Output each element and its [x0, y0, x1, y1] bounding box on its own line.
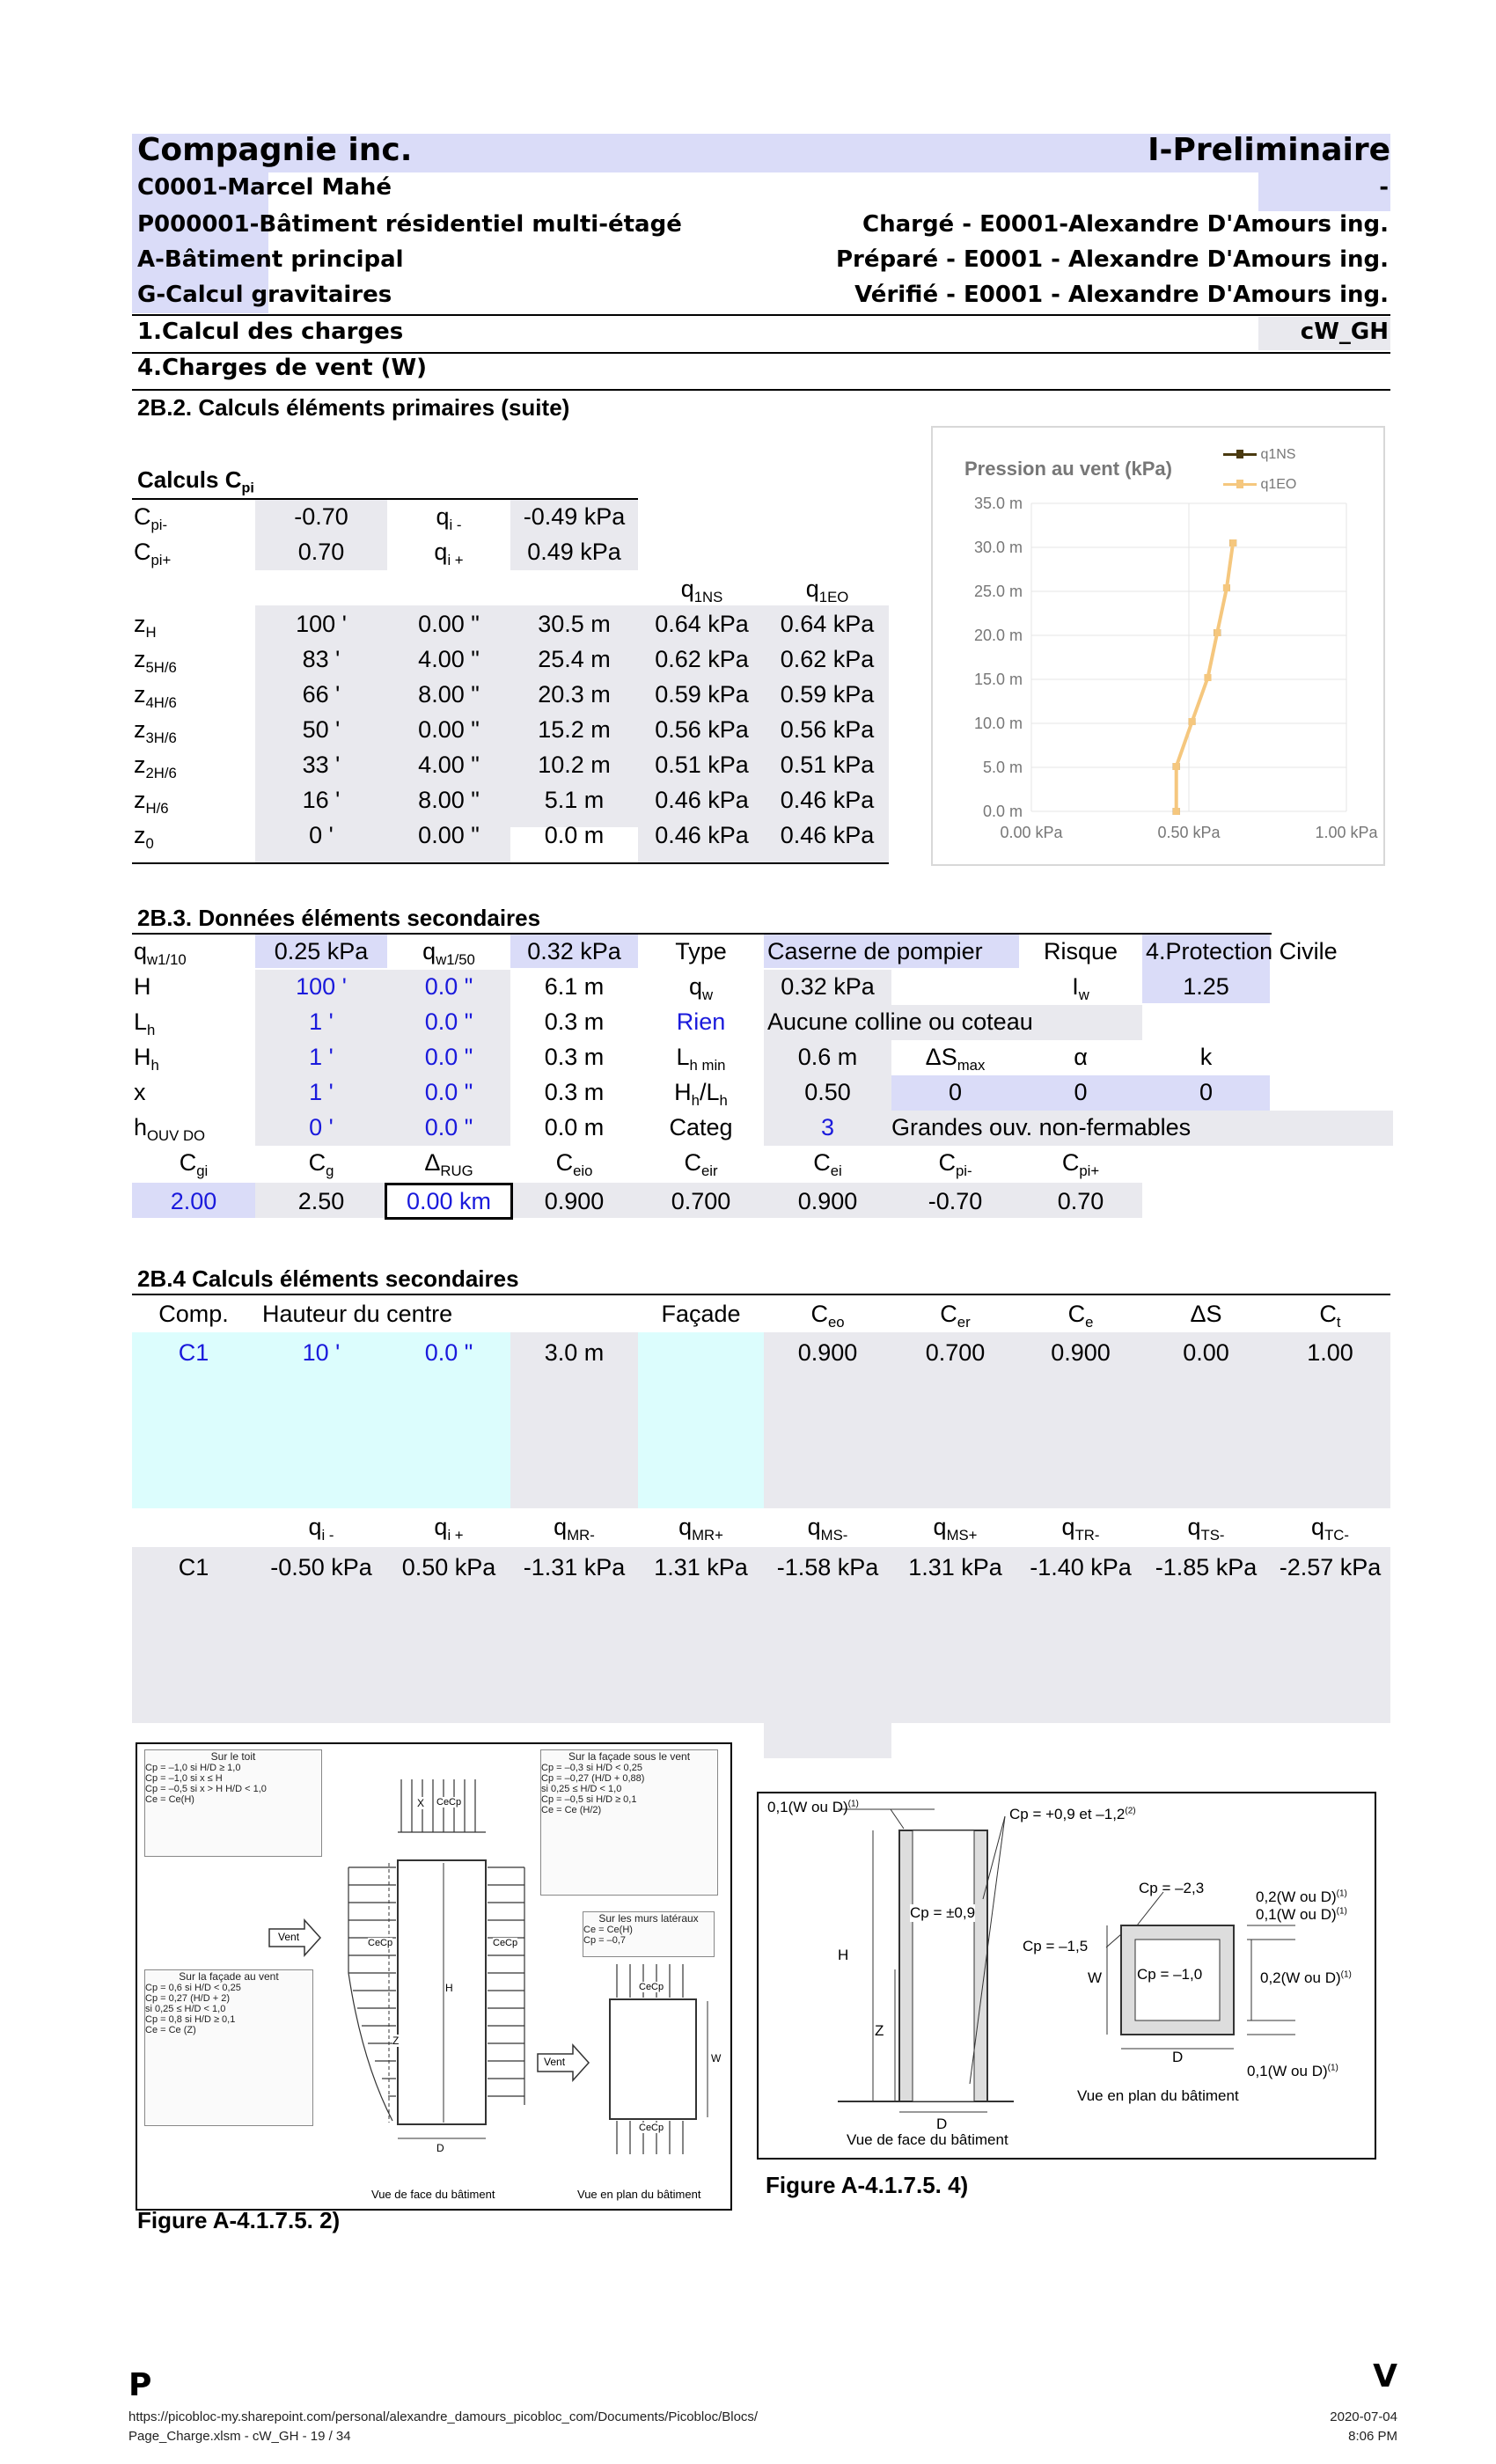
z-row-eo: 0.64 kPa — [780, 611, 875, 637]
fig1-H: H — [445, 1982, 453, 1994]
calc-cpi-title: Calculs $C_{pi}$ — [137, 466, 254, 496]
v-cpim: -0.70 — [928, 1188, 983, 1214]
legend-q1ns-swatch — [1223, 453, 1257, 456]
cpi-minus-label: $C_{pi-}$ — [134, 503, 168, 533]
alpha-label: α — [1074, 1044, 1088, 1070]
q-value-7: -1.85 kPa — [1155, 1554, 1258, 1580]
k-label: k — [1199, 1044, 1213, 1070]
h-hauteur: Hauteur du centre — [262, 1301, 453, 1327]
z-row-label: $z_0$ — [134, 822, 154, 852]
z-row-m: 10.2 m — [538, 752, 611, 778]
y-tick-label: 10.0 m — [973, 715, 1023, 732]
z-row-ft: 0 ' — [309, 822, 334, 848]
categ-desc: Grandes ouv. non-fermables — [891, 1114, 1192, 1140]
v-ceir: 0.700 — [671, 1188, 731, 1214]
r1-m: 3.0 m — [544, 1339, 605, 1366]
z-row-m: 25.4 m — [538, 646, 611, 672]
z-row-in: 4.00 " — [418, 752, 480, 778]
h-cer: $C_{er}$ — [940, 1301, 971, 1331]
z-row-in: 0.00 " — [418, 716, 480, 743]
figure-a-4-1-7-5-4 — [757, 1792, 1376, 2160]
z-row-eo: 0.46 kPa — [780, 822, 875, 848]
z-row-label: $z_{4H/6}$ — [134, 681, 177, 711]
footer-date: 2020-07-04 — [1330, 2409, 1397, 2424]
v-drug-input[interactable]: 0.00 km — [406, 1188, 492, 1214]
header-rule-3 — [132, 389, 1390, 391]
fig1-vent: Vent — [278, 1931, 300, 1943]
Lhmin-value: 0.6 m — [797, 1044, 858, 1070]
col-q1ns-header: $q_{1NS}$ — [680, 576, 723, 605]
h-cei: $C_{ei}$ — [813, 1149, 842, 1179]
Iw-label: $I_w$ — [1072, 973, 1089, 1003]
charge: Chargé - E0001-Alexandre D'Amours ing. — [862, 211, 1389, 238]
q-value-3: 1.31 kPa — [654, 1554, 748, 1580]
q-head-0: $q_{i -}$ — [308, 1514, 334, 1544]
z-row-m: 15.2 m — [538, 716, 611, 743]
r1-ft-input[interactable]: 10 ' — [302, 1339, 341, 1366]
series-point-q1EO — [1229, 539, 1236, 546]
fig1-W: W — [711, 2052, 722, 2064]
z-row-ns: 0.59 kPa — [655, 681, 749, 708]
Hh-in-input[interactable]: 0.0 " — [424, 1044, 473, 1070]
dS-label: $\Delta S_{max}$ — [925, 1044, 986, 1074]
Iw-value: 1.25 — [1183, 973, 1229, 1000]
q-value-8: -2.57 kPa — [1279, 1554, 1382, 1580]
z-row-ft: 16 ' — [302, 787, 341, 813]
h-cpim: $C_{pi-}$ — [938, 1149, 972, 1179]
z-row-eo: 0.51 kPa — [780, 752, 875, 778]
fig2-H: H — [838, 1947, 849, 1963]
rien-select[interactable]: Rien — [676, 1008, 726, 1035]
Lh-in-input[interactable]: 0.0 " — [424, 1008, 473, 1035]
c1-q-tail — [764, 1723, 891, 1758]
x-in-input[interactable]: 0.0 " — [424, 1079, 473, 1105]
fig2-Z: Z — [875, 2022, 884, 2039]
fig2-D2: D — [1172, 2049, 1184, 2065]
z-row-ns: 0.51 kPa — [655, 752, 749, 778]
building: A-Bâtiment principal — [137, 246, 404, 273]
Hh-ft-input[interactable]: 1 ' — [309, 1044, 334, 1070]
y-tick-label: 35.0 m — [973, 495, 1023, 512]
legend-q1eo-swatch — [1223, 483, 1257, 486]
h-comp: Comp. — [158, 1301, 229, 1327]
alpha-value: 0 — [1074, 1079, 1088, 1105]
q-head-4: $q_{MS-}$ — [807, 1514, 848, 1544]
z-row-in: 4.00 " — [418, 646, 480, 672]
qi-plus-value: 0.49 kPa — [527, 539, 621, 565]
q-value-2: -1.31 kPa — [523, 1554, 626, 1580]
fig2-t4: Cp = –2,3 — [1139, 1880, 1205, 1896]
wind-pressure-chart — [931, 426, 1385, 866]
footer-file: Page_Charge.xlsm - cW_GH - 19 / 34 — [128, 2429, 351, 2444]
header-rule-1 — [132, 314, 1390, 316]
h-cgi: $C_{gi}$ — [179, 1149, 209, 1179]
series-point-q1EO — [1173, 763, 1180, 770]
Lh-label: $L_h$ — [134, 1008, 156, 1038]
legend-q1eo: q1EO — [1223, 477, 1296, 493]
x-ft-input[interactable]: 1 ' — [309, 1079, 334, 1105]
H-ft-input[interactable]: 100 ' — [296, 973, 347, 1000]
h-ds: ΔS — [1190, 1301, 1222, 1327]
z-row-in: 0.00 " — [418, 611, 480, 637]
z-row-sub: 0 — [145, 834, 154, 852]
q-head-3: $q_{MR+}$ — [678, 1514, 723, 1544]
v-ceio: 0.900 — [544, 1188, 605, 1214]
q-head-6: $q_{TR-}$ — [1061, 1514, 1100, 1544]
k-value: 0 — [1199, 1079, 1214, 1105]
z-row-eo: 0.56 kPa — [780, 716, 875, 743]
fig1-cecp-leeward: CeCp — [493, 1938, 518, 1948]
Lh-m: 0.3 m — [544, 1008, 605, 1035]
verifie: Vérifié - E0001 - Alexandre D'Amours ing. — [854, 282, 1389, 308]
z-row-m: 30.5 m — [538, 611, 611, 637]
figure-a-4-1-7-5-2 — [136, 1742, 732, 2211]
r1-ds: 0.00 — [1183, 1339, 1229, 1366]
fig2-t6: 0,1(W ou D)$^{(1)}$ — [1256, 1906, 1347, 1923]
r1-in-input[interactable]: 0.0 " — [424, 1339, 473, 1366]
status-title: I-Preliminaire — [1148, 132, 1390, 168]
client: C0001-Marcel Mahé — [137, 174, 392, 201]
y-tick-label: 30.0 m — [973, 539, 1023, 556]
Hh-label: $H_h$ — [134, 1044, 159, 1074]
x-tick-label: 0.50 kPa — [1157, 824, 1221, 841]
section-2b2-title: 2B.2. Calculs éléments primaires (suite) — [137, 394, 570, 421]
project: P000001-Bâtiment résidentiel multi-étagé — [137, 211, 682, 238]
series-point-q1EO — [1214, 629, 1221, 636]
qw150-value: 0.32 kPa — [527, 938, 621, 964]
fig1-cecp-plan-bottom: CeCp — [639, 2123, 664, 2133]
qw150-label: $q_{w1/50}$ — [422, 938, 475, 968]
qi-minus-label: $q_{i -}$ — [436, 503, 462, 533]
footer-p-logo: P — [128, 2367, 152, 2403]
q-head-2: $q_{MR-}$ — [554, 1514, 595, 1544]
side-walls-box: Sur les murs latéraux Ce = Ce(H) Cp = –0,7 — [583, 1911, 715, 1957]
h-facade: Façade — [661, 1301, 741, 1327]
header-rule-2 — [132, 352, 1390, 354]
q-value-6: -1.40 kPa — [1030, 1554, 1132, 1580]
dS-value: 0 — [948, 1079, 963, 1105]
z-row-ft: 100 ' — [296, 611, 347, 637]
fig1-x: X — [417, 1797, 425, 1809]
qw110-label: $q_{w1/10}$ — [134, 938, 187, 968]
HhLh-label: $H_h/L_h$ — [674, 1079, 728, 1109]
h-cg: $C_g$ — [308, 1149, 334, 1179]
cpi-plus-value: 0.70 — [297, 539, 345, 565]
aucune-colline: Aucune colline ou coteau — [767, 1008, 1033, 1035]
fig1-plan: Vue en plan du bâtiment — [577, 2188, 701, 2201]
categ-input[interactable]: 3 — [820, 1114, 835, 1140]
company-name: Compagnie inc. — [137, 132, 413, 168]
h-ct: $C_t$ — [1319, 1301, 1341, 1331]
Lhmin-label: $L_{h min}$ — [676, 1044, 726, 1074]
z-row-sub: 4H/6 — [145, 693, 177, 711]
qw-value: 0.32 kPa — [781, 973, 875, 1000]
z-row-ft: 33 ' — [302, 752, 341, 778]
z-row-label: $z_{2H/6}$ — [134, 752, 177, 781]
HhLh-value: 0.50 — [804, 1079, 851, 1105]
risque-value: 4.Protection Civile — [1146, 938, 1338, 964]
categ-end-band — [1270, 1111, 1393, 1146]
x-m: 0.3 m — [544, 1079, 605, 1105]
section-2b4-title: 2B.4 Calculs éléments secondaires — [137, 1265, 519, 1292]
z-row-sub: 3H/6 — [145, 729, 177, 746]
v-cei: 0.900 — [797, 1188, 858, 1214]
fig2-t10: 0,1(W ou D)$^{(1)}$ — [1247, 2063, 1338, 2079]
r1-ceo: 0.900 — [797, 1339, 858, 1366]
fig1-front: Vue de face du bâtiment — [371, 2188, 495, 2201]
x-label: x — [134, 1079, 146, 1105]
z-row-ft: 66 ' — [302, 681, 341, 708]
q-head-8: $q_{TC-}$ — [1311, 1514, 1349, 1544]
z-row-in: 0.00 " — [418, 822, 480, 848]
s2b4-rule — [132, 1294, 1390, 1295]
risque-label: Risque — [1043, 938, 1118, 964]
z-row-label: $z_H$ — [134, 611, 157, 641]
r1-ct: 1.00 — [1307, 1339, 1353, 1366]
z-row-eo: 0.62 kPa — [780, 646, 875, 672]
fig1-cecp-windward: CeCp — [368, 1938, 393, 1948]
h-ce: $C_e$ — [1067, 1301, 1094, 1331]
z-row-ft: 50 ' — [302, 716, 341, 743]
v-cgi-input[interactable]: 2.00 — [170, 1188, 217, 1214]
x-tick-label: 1.00 kPa — [1315, 824, 1378, 841]
h-drug: $\Delta_{RUG}$ — [424, 1149, 473, 1179]
fig2-t5: 0,2(W ou D)$^{(1)}$ — [1256, 1888, 1347, 1905]
z-row-ns: 0.64 kPa — [655, 611, 749, 637]
h-ceo: $C_{eo}$ — [810, 1301, 845, 1331]
z-row-m: 5.1 m — [544, 787, 605, 813]
windward-box: Sur la façade au vent Cp = 0,6 si H/D < 0,25 Cp = 0,27 (H/D + 2) si 0,25 ≤ H/D < 1,0 Cp = 0,8 si H/D ≥ 0,1 Ce = Ce (Z) — [144, 1969, 313, 2126]
fig1-D: D — [436, 2142, 444, 2154]
r1-ce: 0.900 — [1051, 1339, 1111, 1366]
Lh-ft-input[interactable]: 1 ' — [309, 1008, 334, 1035]
v-cpip: 0.70 — [1057, 1188, 1104, 1214]
type-label: Type — [675, 938, 727, 964]
y-tick-label: 0.0 m — [982, 803, 1023, 820]
z-row-ns: 0.46 kPa — [655, 787, 749, 813]
h-ceir: $C_{eir}$ — [684, 1149, 718, 1179]
figure1-caption: Figure A-4.1.7.5. 2) — [137, 2207, 341, 2233]
q-value-4: -1.58 kPa — [776, 1554, 879, 1580]
fig1-cecp-roof: CeCp — [436, 1797, 462, 1808]
z-row-sub: H — [145, 623, 157, 641]
footer-time: 8:06 PM — [1348, 2429, 1397, 2444]
q-head-5: $q_{MS+}$ — [933, 1514, 978, 1544]
z-row-eo: 0.59 kPa — [780, 681, 875, 708]
x-tick-label: 0.00 kPa — [1000, 824, 1063, 841]
chart-svg — [933, 428, 1383, 864]
z-row-label: $z_{5H/6}$ — [134, 646, 177, 676]
y-tick-label: 25.0 m — [973, 583, 1023, 600]
H-m: 6.1 m — [544, 973, 605, 1000]
fig2-D: D — [936, 2116, 948, 2132]
z-rows-rule — [132, 862, 889, 864]
fig2-W: W — [1088, 1969, 1103, 1986]
dash: - — [1379, 174, 1389, 201]
y-tick-label: 5.0 m — [982, 759, 1023, 776]
q-head-7: $q_{TS-}$ — [1187, 1514, 1225, 1544]
qi-plus-label: $q_{i +}$ — [434, 539, 464, 568]
fig2-t7: Cp = –1,5 — [1023, 1938, 1089, 1954]
z-row-in: 8.00 " — [418, 681, 480, 708]
z-row-ft: 83 ' — [302, 646, 341, 672]
q-value-5: 1.31 kPa — [908, 1554, 1002, 1580]
header-right-band — [1258, 172, 1390, 211]
H-in-input[interactable]: 0.0 " — [424, 973, 473, 1000]
series-point-q1EO — [1173, 808, 1180, 815]
z-row-eo: 0.46 kPa — [780, 787, 875, 813]
cpi-plus-label: $C_{pi+}$ — [134, 539, 172, 568]
y-tick-label: 15.0 m — [973, 671, 1023, 688]
section-2b3-title: 2B.3. Données éléments secondaires — [137, 905, 541, 931]
chart-title: Pression au vent (kPa) — [964, 458, 1172, 480]
section-1: 1.Calcul des charges — [137, 319, 404, 345]
fig2-t9: 0,2(W ou D)$^{(1)}$ — [1260, 1969, 1352, 1986]
leeward-box: Sur la façade sous le vent Cp = –0,3 si H/D < 0,25 Cp = –0,27 (H/D + 0,88) si 0,25 ≤ H/D < 1,0 Cp = –0,5 si H/D ≥ 0,1 Ce = Ce (H/2) — [540, 1749, 718, 1896]
fig1-vent2: Vent — [544, 2056, 566, 2068]
fig2-t8: Cp = –1,0 — [1137, 1966, 1203, 1983]
houv-ft-input[interactable]: 0 ' — [309, 1114, 334, 1140]
footer-v-logo: V — [1373, 2358, 1397, 2394]
r1-cer: 0.700 — [925, 1339, 986, 1366]
H-label: H — [134, 973, 151, 1000]
qw-label: $q_w$ — [688, 973, 714, 1003]
fig2-t2: Cp = +0,9 et –1,2$^{(2)}$ — [1009, 1806, 1136, 1822]
series-point-q1EO — [1223, 584, 1230, 591]
z-row-label: $z_{3H/6}$ — [134, 716, 177, 746]
legend-q1ns: q1NS — [1223, 447, 1295, 463]
houv-m: 0.0 m — [544, 1114, 605, 1140]
fig2-t3: Cp = ±0,9 — [910, 1904, 976, 1921]
footer-url[interactable]: https://picobloc-my.sharepoint.com/personal/alexandre_damours_picobloc_com/Documents/Picobloc/Blocs/ — [128, 2409, 759, 2424]
roof-box: Sur le toit Cp = –1,0 si H/D ≥ 1,0 Cp = –1,0 si x ≤ H Cp = –0,5 si x > H H/D < 1,0 Ce = Ce(H) — [144, 1749, 322, 1857]
section-2: 4.Charges de vent (W) — [137, 355, 428, 381]
figure2-caption: Figure A-4.1.7.5. 4) — [766, 2172, 969, 2198]
z-row-ns: 0.62 kPa — [655, 646, 749, 672]
z-row-sub: 2H/6 — [145, 764, 177, 781]
z-row-m: 0.0 m — [544, 822, 605, 848]
z-row-label: $z_{H/6}$ — [134, 787, 169, 817]
q-value-1: 0.50 kPa — [401, 1554, 496, 1580]
q-head-1: $q_{i +}$ — [434, 1514, 464, 1544]
fig1-Z: Z — [392, 2035, 400, 2047]
series-point-q1EO — [1189, 718, 1196, 725]
calc-type: G-Calcul gravitaires — [137, 282, 392, 308]
v-cg: 2.50 — [297, 1188, 345, 1214]
r2-comp: C1 — [178, 1554, 209, 1580]
houv-in-input[interactable]: 0.0 " — [424, 1114, 473, 1140]
z-row-sub: H/6 — [145, 799, 169, 817]
z-row-in: 8.00 " — [418, 787, 480, 813]
series-point-q1EO — [1204, 674, 1211, 681]
fig1-cecp-plan-top: CeCp — [639, 1982, 664, 1992]
Hh-m: 0.3 m — [544, 1044, 605, 1070]
z-row-sub: 5H/6 — [145, 658, 177, 676]
qi-minus-value: -0.49 kPa — [523, 503, 626, 530]
fig2-front: Vue de face du bâtiment — [847, 2131, 1008, 2148]
qw110-value: 0.25 kPa — [274, 938, 369, 964]
type-value: Caserne de pompier — [767, 938, 983, 964]
h-ceio: $C_{eio}$ — [555, 1149, 593, 1179]
h-cpip: $C_{pi+}$ — [1061, 1149, 1100, 1179]
y-tick-label: 20.0 m — [973, 627, 1023, 644]
houv-label: $h_{OUV DO}$ — [134, 1114, 206, 1144]
z-row-m: 20.3 m — [538, 681, 611, 708]
prepare: Préparé - E0001 - Alexandre D'Amours ing. — [835, 246, 1389, 273]
q-value-0: -0.50 kPa — [270, 1554, 372, 1580]
sheet-code: cW_GH — [1300, 319, 1389, 345]
cpi-minus-value: -0.70 — [294, 503, 348, 530]
z-row-ns: 0.56 kPa — [655, 716, 749, 743]
r1-facade-input[interactable] — [638, 1332, 764, 1508]
categ-label: Categ — [669, 1114, 733, 1140]
fig2-t1: 0,1(W ou D)$^{(1)}$ — [767, 1799, 859, 1815]
fig2-plan: Vue en plan du bâtiment — [1077, 2087, 1239, 2104]
r1-comp[interactable]: C1 — [178, 1339, 209, 1366]
col-q1eo-header: $q_{1EO}$ — [805, 576, 849, 605]
z-row-ns: 0.46 kPa — [655, 822, 749, 848]
